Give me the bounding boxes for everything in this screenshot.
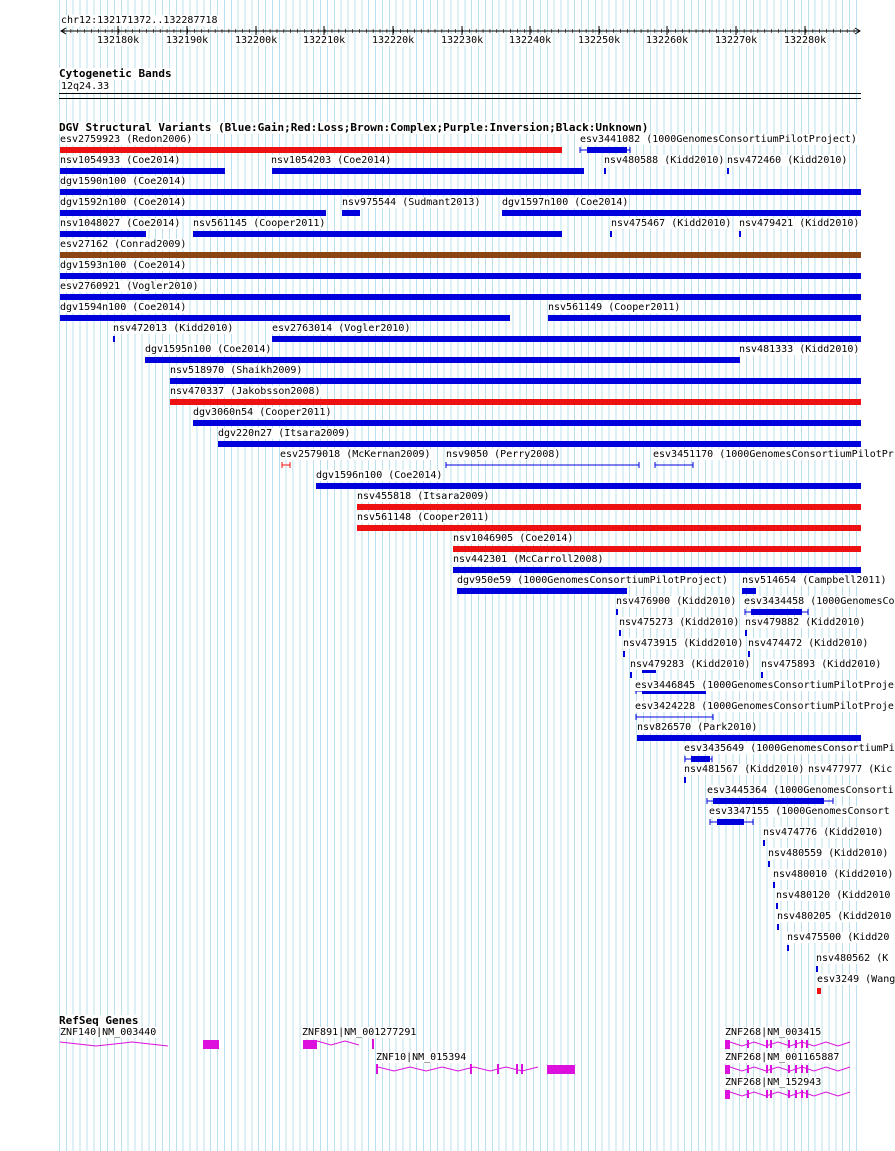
gene-intron[interactable] [60, 1042, 168, 1046]
variant-label[interactable]: dgv1596n100 (Coe2014) [316, 470, 443, 481]
gene-exon[interactable] [801, 1090, 803, 1098]
variant-label[interactable]: nsv518970 (Shaikh2009) [170, 365, 303, 376]
ruler-tick-label: 132190k [166, 35, 209, 46]
variant-label[interactable]: esv2760921 (Vogler2010) [60, 281, 199, 292]
variant-label[interactable]: esv3424228 (1000GenomesConsortiumPilotProje [635, 701, 894, 712]
gene-exon[interactable] [795, 1040, 797, 1048]
variant-label[interactable]: nsv479882 (Kidd2010) [745, 617, 866, 628]
variant-label[interactable]: nsv475893 (Kidd2010) [761, 659, 882, 670]
ruler-tick-label: 132180k [97, 35, 140, 46]
ruler-tick-label: 132200k [235, 35, 278, 46]
variant-label[interactable]: nsv480010 (Kidd2010) [773, 869, 894, 880]
variant-label[interactable]: nsv561149 (Cooper2011) [548, 302, 681, 313]
gene-exon[interactable] [725, 1040, 730, 1049]
variant-label[interactable]: dgv1590n100 (Coe2014) [60, 176, 187, 187]
gene-exon[interactable] [516, 1064, 518, 1074]
ruler-tick-label: 132230k [441, 35, 484, 46]
variant-label[interactable]: dgv1595n100 (Coe2014) [145, 344, 272, 355]
gene-exon[interactable] [766, 1090, 768, 1098]
variant-label[interactable]: nsv480205 (Kidd2010 [777, 911, 892, 922]
gene-label[interactable]: ZNF140|NM_003440 [60, 1027, 157, 1038]
gene-exon[interactable] [725, 1090, 730, 1099]
variant-label[interactable]: nsv9050 (Perry2008) [446, 449, 561, 460]
variant-label[interactable]: nsv481333 (Kidd2010) [739, 344, 860, 355]
gene-exon[interactable] [806, 1065, 808, 1073]
refseq-track-title: RefSeq Genes [59, 1014, 139, 1027]
gene-exon[interactable] [788, 1065, 790, 1073]
variant-label[interactable]: nsv1054203 (Coe2014) [271, 155, 392, 166]
gene-exon[interactable] [788, 1040, 790, 1048]
gene-exon[interactable] [372, 1039, 374, 1049]
variant-label[interactable]: dgv220n27 (Itsara2009) [218, 428, 351, 439]
gene-exon[interactable] [770, 1090, 772, 1098]
variant-label[interactable]: nsv476900 (Kidd2010) [616, 596, 737, 607]
position-label: chr12:132171372..132287718 [61, 15, 218, 26]
gene-exon[interactable] [203, 1040, 219, 1049]
gene-label[interactable]: ZNF268|NM_001165887 [725, 1052, 840, 1063]
variant-label[interactable]: nsv477977 (Kic [808, 764, 893, 775]
ruler-tick-label: 132240k [509, 35, 552, 46]
gene-exon[interactable] [770, 1065, 772, 1073]
variant-label[interactable]: nsv1046905 (Coe2014) [453, 533, 574, 544]
variant-label[interactable]: esv2579018 (McKernan2009) [280, 449, 431, 460]
ruler-tick-label: 132210k [303, 35, 346, 46]
variant-label[interactable]: nsv480562 (K [816, 953, 889, 964]
variant-label[interactable]: dgv3060n54 (Cooper2011) [193, 407, 332, 418]
gene-exon[interactable] [795, 1090, 797, 1098]
variant-label[interactable]: nsv826570 (Park2010) [637, 722, 758, 733]
gene-exon[interactable] [547, 1065, 575, 1074]
ruler-tick-label: 132220k [372, 35, 415, 46]
variant-label[interactable]: nsv472460 (Kidd2010) [727, 155, 848, 166]
variant-label[interactable]: nsv1048027 (Coe2014) [60, 218, 181, 229]
variant-label[interactable]: nsv472013 (Kidd2010) [113, 323, 234, 334]
ruler-tick-label: 132260k [646, 35, 689, 46]
gene-exon[interactable] [303, 1040, 317, 1049]
variant-label[interactable]: esv3249 (Wang [817, 974, 895, 985]
variant-label[interactable]: nsv479421 (Kidd2010) [739, 218, 860, 229]
ruler-tick-label: 132270k [715, 35, 758, 46]
gene-label[interactable]: ZNF268|NM_152943 [725, 1077, 822, 1088]
gene-exon[interactable] [725, 1065, 730, 1074]
variant-label[interactable]: nsv1054933 (Coe2014) [60, 155, 181, 166]
variant-label[interactable]: esv3435649 (1000GenomesConsortiumPi [684, 743, 895, 754]
gene-intron[interactable] [317, 1041, 359, 1045]
variant-label[interactable]: esv27162 (Conrad2009) [60, 239, 187, 250]
gene-exon[interactable] [766, 1065, 768, 1073]
variant-label[interactable]: dgv1592n100 (Coe2014) [60, 197, 187, 208]
ruler-tick-label: 132280k [784, 35, 827, 46]
variant-label[interactable]: nsv474776 (Kidd2010) [763, 827, 884, 838]
gene-exon[interactable] [806, 1090, 808, 1098]
dgv-track-title: DGV Structural Variants (Blue:Gain;Red:Loss;Brown:Complex;Purple:Inversion;Black:Unknown) [59, 121, 649, 134]
variant-label[interactable]: esv3446845 (1000GenomesConsortiumPilotProje [635, 680, 894, 691]
gene-intron[interactable] [378, 1067, 538, 1071]
variant-label[interactable]: esv3451170 (1000GenomesConsortiumPilotPr [653, 449, 894, 460]
variant-label[interactable]: esv2763014 (Vogler2010) [272, 323, 411, 334]
gene-exon[interactable] [521, 1064, 523, 1074]
gene-exon[interactable] [747, 1090, 749, 1098]
variant-label[interactable]: nsv480588 (Kidd2010) [604, 155, 725, 166]
variant-label[interactable]: nsv479283 (Kidd2010) [630, 659, 751, 670]
gene-exon[interactable] [747, 1065, 749, 1073]
gene-exon[interactable] [788, 1090, 790, 1098]
variant-label[interactable]: nsv561145 (Cooper2011) [193, 218, 326, 229]
variant-label[interactable]: nsv514654 (Campbell2011) [742, 575, 887, 586]
gene-label[interactable]: ZNF891|NM_001277291 [302, 1027, 417, 1038]
variant-label[interactable]: nsv473915 (Kidd2010) [623, 638, 744, 649]
gene-exon[interactable] [747, 1040, 749, 1048]
gene-exon[interactable] [795, 1065, 797, 1073]
ruler-tick-label: 132250k [578, 35, 621, 46]
cytoband-title: Cytogenetic Bands [59, 67, 172, 80]
gene-exon[interactable] [376, 1064, 378, 1074]
gene-exon[interactable] [770, 1040, 772, 1048]
gene-exon[interactable] [801, 1065, 803, 1073]
variant-label[interactable]: esv3445364 (1000GenomesConsorti [707, 785, 894, 796]
variant-label[interactable]: nsv442301 (McCarroll2008) [453, 554, 604, 565]
variant-label[interactable]: nsv474472 (Kidd2010) [748, 638, 869, 649]
cytoband-label: 12q24.33 [61, 81, 110, 92]
gene-label[interactable]: ZNF10|NM_015394 [376, 1052, 467, 1063]
variant-label[interactable]: nsv475467 (Kidd2010) [611, 218, 732, 229]
variant-label[interactable]: nsv470337 (Jakobsson2008) [170, 386, 321, 397]
variant-label[interactable]: dgv1594n100 (Coe2014) [60, 302, 187, 313]
variant-label[interactable]: nsv481567 (Kidd2010) [684, 764, 805, 775]
variant-label[interactable]: dgv950e59 (1000GenomesConsortiumPilotProject) [457, 575, 728, 586]
variant-label[interactable]: dgv1597n100 (Coe2014) [502, 197, 629, 208]
variant-label[interactable]: nsv561148 (Cooper2011) [357, 512, 490, 523]
variant-label[interactable]: esv3434458 (1000GenomesCo [744, 596, 895, 607]
gene-exon[interactable] [766, 1040, 768, 1048]
variant-label[interactable]: esv2759923 (Redon2006) [60, 134, 193, 145]
variant-label[interactable]: nsv455818 (Itsara2009) [357, 491, 490, 502]
gene-exon[interactable] [806, 1040, 808, 1048]
gene-label[interactable]: ZNF268|NM_003415 [725, 1027, 822, 1038]
gene-exon[interactable] [470, 1064, 472, 1074]
variant-label[interactable]: esv3347155 (1000GenomesConsort [709, 806, 890, 817]
variant-label[interactable]: dgv1593n100 (Coe2014) [60, 260, 187, 271]
variant-label[interactable]: nsv480120 (Kidd2010 [776, 890, 891, 901]
gene-exon[interactable] [497, 1064, 499, 1074]
variant-label[interactable]: nsv475500 (Kidd20 [787, 932, 890, 943]
variant-label[interactable]: nsv475273 (Kidd2010) [619, 617, 740, 628]
variant-label[interactable]: nsv480559 (Kidd2010) [768, 848, 889, 859]
variant-label[interactable]: esv3441082 (1000GenomesConsortiumPilotProject) [580, 134, 857, 145]
variant-label[interactable]: nsv975544 (Sudmant2013) [342, 197, 481, 208]
gene-exon[interactable] [801, 1040, 803, 1048]
